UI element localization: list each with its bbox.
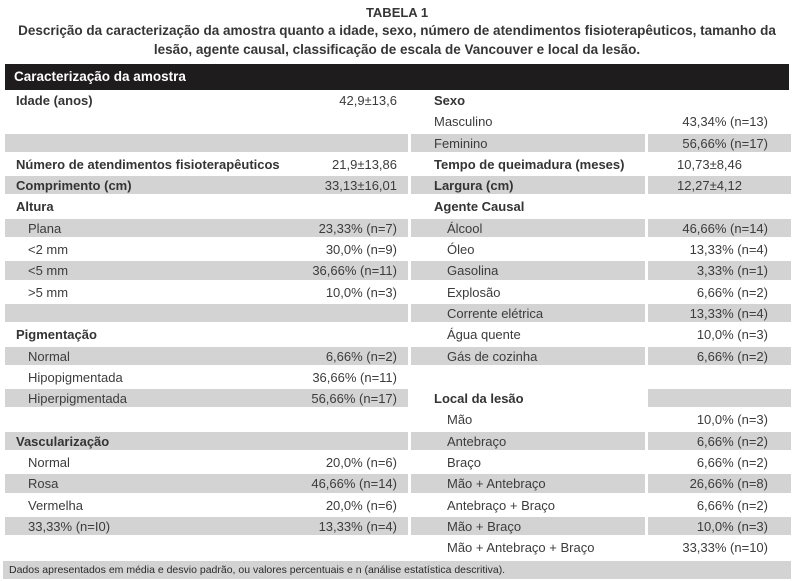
- left-cell: [5, 367, 408, 388]
- row-value-right: 6,66% (n=2): [696, 284, 768, 300]
- right-label-cell: [411, 537, 645, 558]
- row-label-left: Hiperpigmentada: [28, 391, 128, 407]
- table-row: [5, 175, 794, 196]
- left-cell: [5, 346, 408, 367]
- right-label-cell: [411, 196, 645, 217]
- row-label-left: Número de atendimentos fisioterapêuticos: [16, 156, 280, 172]
- left-cell: [5, 388, 408, 409]
- left-cell: [5, 218, 408, 239]
- row-label-left: Comprimento (cm): [16, 178, 132, 194]
- left-cell: [5, 452, 408, 473]
- row-value-left: 33,13±16,01: [324, 178, 397, 194]
- table-footnote: [3, 561, 791, 579]
- footnote-text: Dados apresentados em média e desvio padrão, ou valores percentuais e n (análise estatística descritiva).: [9, 563, 506, 576]
- left-cell: [5, 495, 408, 516]
- right-value-cell: [648, 324, 791, 345]
- row-value-left: [397, 409, 408, 430]
- row-value-right: 10,0% (n=3): [696, 327, 768, 343]
- right-value-cell: [648, 516, 791, 537]
- row-label-left: [5, 133, 16, 154]
- right-value-cell: [648, 367, 791, 388]
- table-row: [5, 196, 794, 217]
- row-value-left: 21,9±13,86: [332, 156, 397, 172]
- row-value-right: 6,66% (n=2): [696, 433, 768, 449]
- right-label-cell: [411, 154, 645, 175]
- table-row: [5, 90, 794, 111]
- table-subtitle: Descrição da caracterização da amostra quanto a idade, sexo, número de atendimentos fisioterapêuticos, tamanho da lesão, agente causal, classificação de escala de Vancouver e local da lesão.: [18, 23, 776, 57]
- table-row: [5, 495, 794, 516]
- row-label-right: Gasolina: [447, 263, 499, 279]
- table-title: TABELA 1: [365, 5, 429, 20]
- table-row: [5, 111, 794, 132]
- right-value-cell: [648, 537, 791, 558]
- left-cell: [5, 196, 408, 217]
- row-value-left: 13,33% (n=4): [318, 518, 397, 534]
- row-value-left: [397, 324, 408, 345]
- row-label-left: [5, 409, 16, 430]
- right-value-cell: [648, 303, 791, 324]
- row-label-right: Largura (cm): [434, 178, 514, 194]
- row-value-right: 56,66% (n=17): [682, 135, 768, 151]
- row-value-right: 10,0% (n=3): [696, 412, 768, 428]
- row-label-right: Antebraço + Braço: [447, 497, 556, 513]
- right-label-cell: [411, 111, 645, 132]
- row-label-left: [5, 303, 16, 324]
- right-value-cell: [648, 154, 791, 175]
- row-label-right: Agente Causal: [434, 199, 525, 215]
- row-value-left: [397, 133, 408, 154]
- row-value-left: [397, 431, 408, 452]
- right-label-cell: [411, 239, 645, 260]
- left-cell: [5, 431, 408, 452]
- right-label-cell: [411, 388, 645, 409]
- right-value-cell: [648, 218, 791, 239]
- row-label-left: <5 mm: [28, 263, 69, 279]
- row-value-left: 20,0% (n=6): [325, 497, 397, 513]
- row-label-right: Local da lesão: [434, 391, 524, 407]
- row-value-left: 30,0% (n=9): [325, 242, 397, 258]
- row-label-right: Mão: [447, 412, 473, 428]
- right-label-cell: [411, 367, 645, 388]
- right-label-cell: [411, 452, 645, 473]
- row-label-left: Vermelha: [28, 497, 83, 513]
- right-label-cell: [411, 346, 645, 367]
- table-row: [5, 133, 794, 154]
- left-cell: [5, 409, 408, 430]
- row-label-left: <2 mm: [28, 242, 69, 258]
- right-value-cell: [648, 346, 791, 367]
- right-value-cell: [648, 111, 791, 132]
- row-value-right: 13,33% (n=4): [689, 305, 768, 321]
- row-label-right: Mão + Antebraço: [447, 476, 546, 492]
- row-label-right: Mão + Braço: [447, 518, 522, 534]
- right-label-cell: [411, 409, 645, 430]
- right-label-cell: [411, 133, 645, 154]
- section-header-bar: [5, 64, 789, 90]
- row-value-right: 6,66% (n=2): [696, 348, 768, 364]
- left-cell: [5, 516, 408, 537]
- row-value-left: [397, 111, 408, 132]
- right-label-cell: [411, 473, 645, 494]
- row-value-right: 43,34% (n=13): [682, 114, 768, 130]
- row-value-left: 42,9±13,6: [339, 93, 397, 108]
- row-value-right: 6,66% (n=2): [696, 497, 768, 513]
- table-caption: [0, 0, 794, 59]
- row-label-right: Braço: [447, 455, 481, 471]
- right-label-cell: [411, 303, 645, 324]
- right-label-cell: [411, 516, 645, 537]
- row-label-left: Rosa: [28, 476, 59, 492]
- row-label-right: Antebraço: [447, 433, 507, 449]
- row-value-right: 3,33% (n=1): [696, 263, 768, 279]
- table-row: [5, 367, 794, 388]
- section-header-label: Caracterização da amostra: [14, 69, 186, 84]
- right-label-cell: [411, 260, 645, 281]
- row-value-left: 36,66% (n=11): [312, 369, 397, 385]
- right-value-cell: [648, 196, 791, 217]
- left-cell: [5, 90, 408, 111]
- row-label-left: Pigmentação: [16, 327, 97, 343]
- right-value-cell: [648, 90, 791, 111]
- row-label-right: Explosão: [447, 284, 501, 300]
- left-cell: [5, 239, 408, 260]
- row-label-right: Gás de cozinha: [447, 348, 538, 364]
- row-value-right: 46,66% (n=14): [682, 220, 768, 236]
- right-label-cell: [411, 495, 645, 516]
- row-value-left: [397, 537, 408, 558]
- row-label-right: Mão + Antebraço + Braço: [447, 540, 595, 556]
- table-row: [5, 154, 794, 175]
- table-row: [5, 239, 794, 260]
- left-cell: [5, 260, 408, 281]
- left-cell: [5, 537, 408, 558]
- row-label-left: Hipopigmentada: [28, 369, 123, 385]
- right-value-cell: [648, 431, 791, 452]
- row-value-left: 46,66% (n=14): [311, 476, 397, 492]
- row-label-right: Água quente: [447, 327, 521, 343]
- right-value-cell: [648, 133, 791, 154]
- right-value-cell: [648, 175, 791, 196]
- row-label-left: Vascularização: [16, 433, 110, 449]
- table-body: [5, 90, 794, 559]
- right-label-cell: [411, 282, 645, 303]
- row-value-left: 36,66% (n=11): [312, 263, 397, 279]
- row-value-left: 56,66% (n=17): [311, 391, 397, 407]
- row-value-left: 20,0% (n=6): [325, 455, 397, 471]
- row-value-right: 6,66% (n=2): [696, 455, 768, 471]
- right-label-cell: [411, 90, 645, 111]
- row-label-left: Plana: [28, 220, 62, 236]
- left-cell: [5, 154, 408, 175]
- row-label-left: Normal: [28, 348, 70, 364]
- row-label-right: [411, 370, 434, 385]
- left-cell: [5, 133, 408, 154]
- right-label-cell: [411, 431, 645, 452]
- row-value-right: 33,33% (n=10): [682, 540, 768, 556]
- row-value-left: 6,66% (n=2): [325, 348, 397, 364]
- left-cell: [5, 282, 408, 303]
- table-row: [5, 537, 794, 558]
- row-label-right: Feminino: [434, 135, 488, 151]
- right-value-cell: [648, 452, 791, 473]
- right-value-cell: [648, 473, 791, 494]
- row-value-left: [397, 303, 408, 324]
- right-label-cell: [411, 218, 645, 239]
- table-row: [5, 324, 794, 345]
- table-row: [5, 260, 794, 281]
- left-cell: [5, 324, 408, 345]
- row-value-right: 12,27±4,12: [677, 178, 742, 194]
- row-label-left: Altura: [16, 199, 54, 215]
- table-row: [5, 431, 794, 452]
- row-value-left: 23,33% (n=7): [318, 220, 397, 236]
- row-value-right: 26,66% (n=8): [689, 476, 768, 492]
- right-value-cell: [648, 495, 791, 516]
- row-label-left: [5, 111, 16, 132]
- right-value-cell: [648, 388, 791, 409]
- right-value-cell: [648, 282, 791, 303]
- table-row: [5, 452, 794, 473]
- row-label-right: Óleo: [447, 242, 475, 258]
- row-label-right: Álcool: [447, 220, 483, 236]
- right-label-cell: [411, 175, 645, 196]
- row-label-left: [5, 537, 16, 558]
- right-label-cell: [411, 324, 645, 345]
- row-label-right: Masculino: [434, 114, 493, 130]
- row-label-right: Corrente elétrica: [447, 305, 544, 321]
- left-cell: [5, 175, 408, 196]
- table-row: [5, 303, 794, 324]
- table-row: [5, 282, 794, 303]
- row-value-right: 10,0% (n=3): [696, 518, 768, 534]
- table-row: [5, 346, 794, 367]
- right-value-cell: [648, 239, 791, 260]
- row-label-right: Tempo de queimadura (meses): [434, 156, 625, 172]
- row-label-left: Normal: [28, 455, 70, 471]
- row-value-right: 10,73±8,46: [677, 156, 742, 172]
- table-row: [5, 388, 794, 409]
- table-row: [5, 473, 794, 494]
- right-value-cell: [648, 260, 791, 281]
- row-label-right: Sexo: [434, 93, 466, 108]
- table-row: [5, 516, 794, 537]
- left-cell: [5, 111, 408, 132]
- table-row: [5, 218, 794, 239]
- right-value-cell: [648, 409, 791, 430]
- table-row: [5, 409, 794, 430]
- row-value-left: [397, 196, 408, 217]
- row-value-left: 10,0% (n=3): [325, 284, 397, 300]
- row-value-right: 13,33% (n=4): [689, 242, 768, 258]
- left-cell: [5, 473, 408, 494]
- row-label-left: >5 mm: [28, 284, 69, 300]
- row-label-left: 33,33% (n=I0): [28, 518, 111, 534]
- row-label-left: Idade (anos): [16, 93, 93, 108]
- left-cell: [5, 303, 408, 324]
